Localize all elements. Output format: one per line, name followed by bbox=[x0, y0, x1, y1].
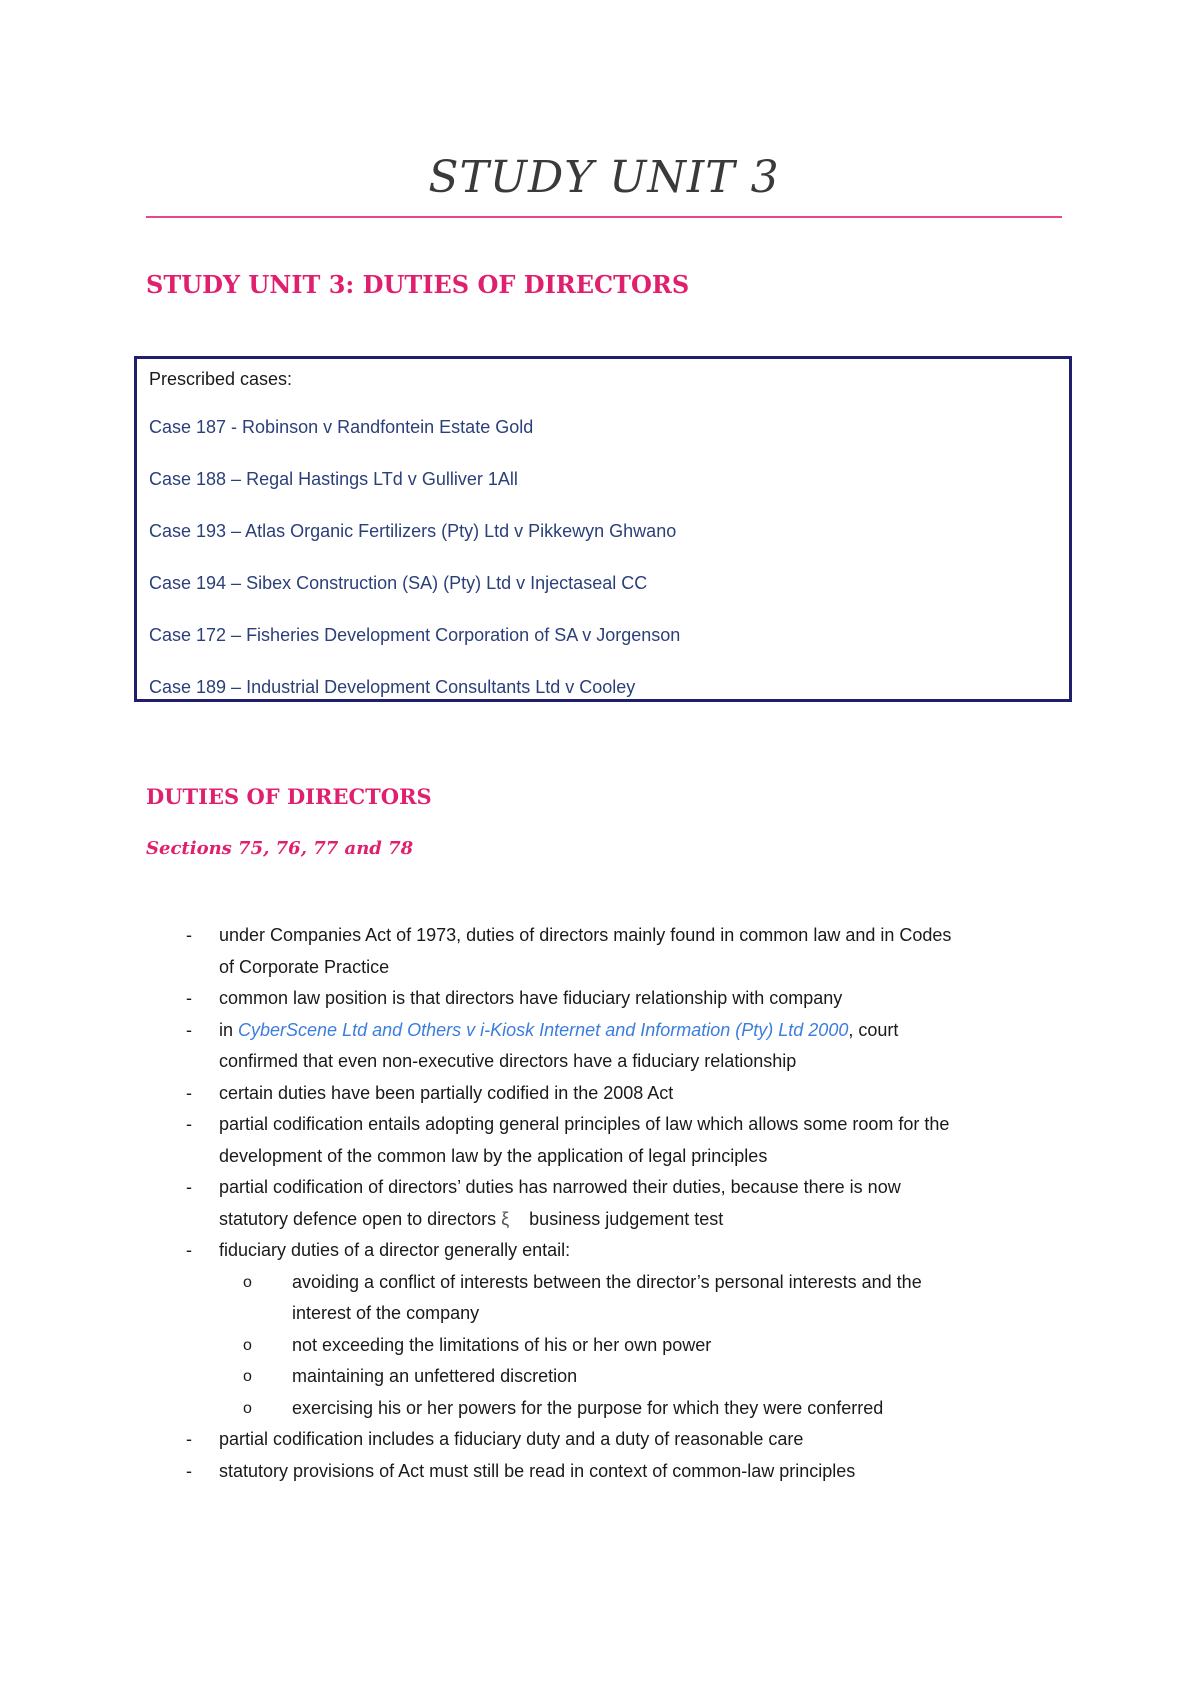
list-item bbox=[146, 920, 1076, 952]
list-item-text: statutory provisions of Act must still be read in context of common-law principles bbox=[219, 1460, 856, 1481]
unit-heading: STUDY UNIT 3: DUTIES OF DIRECTORS bbox=[146, 270, 690, 299]
circle-bullet-marker: o bbox=[243, 1399, 252, 1417]
list-item-continuation bbox=[146, 1204, 1076, 1236]
dash-marker: - bbox=[186, 1240, 192, 1260]
document-title: STUDY UNIT 3 bbox=[428, 152, 780, 203]
sub-list-item bbox=[146, 1330, 1076, 1362]
dash-marker: - bbox=[186, 1019, 192, 1040]
dash-marker: - bbox=[186, 1082, 192, 1103]
list-item bbox=[146, 1424, 1076, 1456]
title-divider bbox=[146, 216, 1062, 218]
list-item-text: statutory defence open to directors bbox=[219, 1208, 502, 1229]
list-item-text: confirmed that even non-executive directors have a fiduciary relationship bbox=[219, 1051, 797, 1071]
case-item: Case 189 – Industrial Development Consultants Ltd v Cooley bbox=[149, 677, 636, 697]
list-item-continuation bbox=[146, 1141, 1076, 1173]
dash-marker: - bbox=[186, 988, 192, 1008]
list-item-text: interest of the company bbox=[292, 1303, 480, 1323]
list-item-continuation bbox=[146, 1046, 1076, 1078]
case-reference-link[interactable]: CyberScene Ltd and Others v i-Kiosk Internet and Information (Pty) Ltd 2000 bbox=[238, 1019, 849, 1040]
list-item-text: partial codification of directors’ duties has narrowed their duties, because there is now bbox=[219, 1177, 901, 1197]
list-item bbox=[146, 1015, 1076, 1047]
duties-heading: DUTIES OF DIRECTORS bbox=[146, 784, 432, 809]
list-item-text: under Companies Act of 1973, duties of directors mainly found in common law and in Codes bbox=[219, 925, 952, 945]
list-item bbox=[146, 983, 1076, 1015]
sub-list-item bbox=[146, 1361, 1076, 1393]
list-item bbox=[146, 1172, 1076, 1204]
dash-marker: - bbox=[186, 1460, 192, 1481]
list-item-text: maintaining an unfettered discretion bbox=[292, 1366, 578, 1386]
dash-marker: - bbox=[186, 925, 192, 945]
list-item-text: partial codification includes a fiduciary duty and a duty of reasonable care bbox=[219, 1429, 804, 1449]
circle-bullet-marker: o bbox=[243, 1368, 252, 1385]
sub-list-item bbox=[146, 1267, 1076, 1299]
sub-list-item bbox=[146, 1393, 1076, 1425]
list-item-text: in bbox=[219, 1019, 239, 1040]
list-item-text: , court bbox=[848, 1019, 899, 1040]
case-item: Case 194 – Sibex Construction (SA) (Pty) Ltd v Injectaseal CC bbox=[149, 573, 648, 593]
case-item: Case 188 – Regal Hastings LTd v Gulliver 1All bbox=[149, 469, 518, 489]
sections-subheading: Sections 75, 76, 77 and 78 bbox=[146, 838, 414, 859]
arrow-icon: ξ bbox=[501, 1208, 510, 1229]
sub-list-item-continuation bbox=[146, 1298, 1076, 1330]
list-item-text: common law position is that directors have fiduciary relationship with company bbox=[219, 988, 843, 1008]
list-item-text: avoiding a conflict of interests between the director’s personal interests and the bbox=[292, 1271, 922, 1292]
list-item-text: not exceeding the limitations of his or her own power bbox=[292, 1334, 712, 1355]
list-item bbox=[146, 1456, 1076, 1488]
list-item-text: development of the common law by the application of legal principles bbox=[219, 1145, 768, 1166]
list-item-text: partial codification entails adopting general principles of law which allows some room for the bbox=[219, 1114, 950, 1134]
case-item: Case 193 – Atlas Organic Fertilizers (Pty) Ltd v Pikkewyn Ghwano bbox=[149, 521, 677, 541]
list-item-text: business judgement test bbox=[529, 1208, 724, 1229]
list-item-text: certain duties have been partially codified in the 2008 Act bbox=[219, 1082, 674, 1103]
duties-bullet-list bbox=[146, 920, 1076, 1487]
case-item: Case 172 – Fisheries Development Corporation of SA v Jorgenson bbox=[149, 625, 681, 645]
dash-marker: - bbox=[186, 1429, 192, 1449]
circle-bullet-marker: o bbox=[243, 1336, 252, 1354]
list-item-continuation bbox=[146, 952, 1076, 984]
list-item bbox=[146, 1078, 1076, 1110]
list-item bbox=[146, 1235, 1076, 1267]
list-item-text: of Corporate Practice bbox=[219, 956, 390, 977]
circle-bullet-marker: o bbox=[243, 1273, 252, 1291]
list-item-text: exercising his or her powers for the purpose for which they were conferred bbox=[292, 1397, 884, 1418]
dash-marker: - bbox=[186, 1114, 192, 1134]
dash-marker: - bbox=[186, 1177, 192, 1197]
prescribed-cases-label: Prescribed cases: bbox=[149, 369, 293, 389]
list-item bbox=[146, 1109, 1076, 1141]
prescribed-cases-box bbox=[134, 356, 1072, 702]
case-item: Case 187 - Robinson v Randfontein Estate Gold bbox=[149, 417, 534, 437]
list-item-text: fiduciary duties of a director generally entail: bbox=[219, 1240, 571, 1260]
